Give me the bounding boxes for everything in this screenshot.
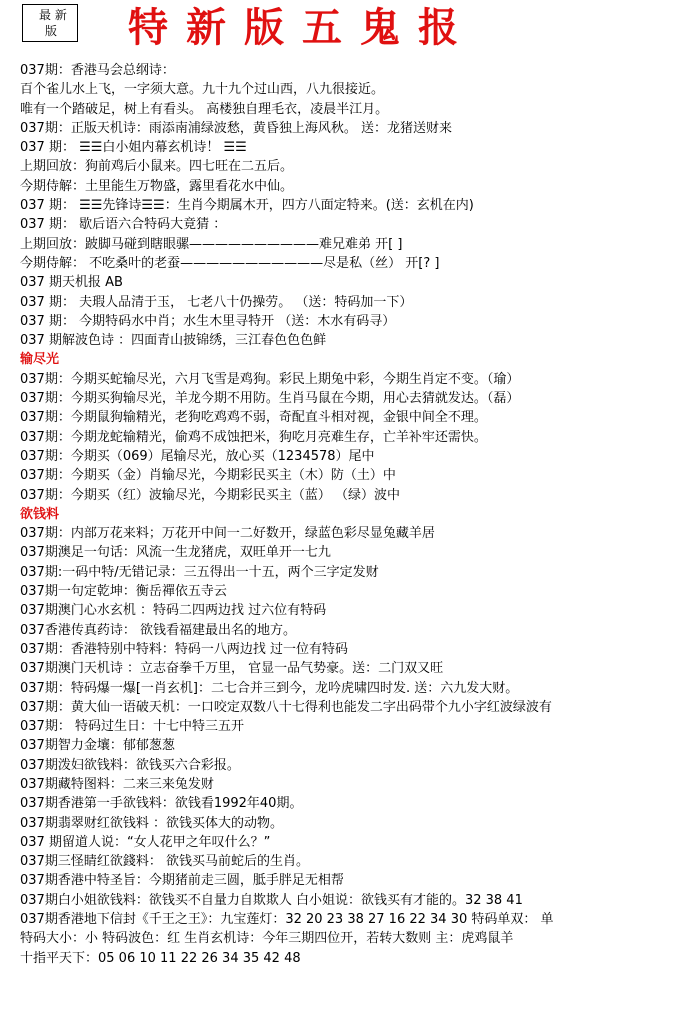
text-line: 特码大小：小 特码波色：红 生肖玄机诗：今年三期四位开，若转大数则 主：虎鸡鼠羊 — [20, 931, 514, 947]
text-line: 037期：内部万花来料；万花开中间一二好数开，绿蓝色彩尽显兔藏羊居 — [20, 526, 435, 542]
text-line: 037 期： 夫瑕人品清于玉， 七老八十仍操劳。 （送：特码加一下） — [20, 294, 413, 310]
badge-line-1: 最 新 — [39, 8, 67, 22]
text-line: 037 期天机报 AB — [20, 275, 123, 291]
text-line: 上期回放：跛脚马碰到瞎眼骡——————————难兄难弟 开[ ] — [20, 236, 403, 252]
text-line: 037期：今期买（红）波输尽光，今期彩民买主（蓝） （绿）波中 — [20, 487, 400, 503]
text-line: 037期：特码爆一爆[一肖玄机]：二七合并三到今，龙吟虎啸四时发. 送：六九发大财。 — [20, 680, 519, 696]
text-line: 037期翡翠财红欲钱料 ：欲钱买体大的动物。 — [20, 815, 283, 831]
text-line: 037期香港第一手欲钱料：欲钱看1992年40期。 — [20, 796, 303, 812]
text-line: 百个雀儿水上飞，一字须大意。九十九个过山西，八九很接近。 — [20, 82, 385, 98]
text-line: 037 期留道人说：“女人花甲之年叹什么？” — [20, 834, 271, 850]
text-line: 037期香港中特圣旨：今期猪前走三圆，胝手胖足无相帮 — [20, 873, 344, 889]
text-line: 唯有一个踏破足，树上有看头。 高楼独自理毛衣，凌晨半江月。 — [20, 101, 389, 117]
text-line: 037期：今期鼠狗输精光，老狗吃鸡鸡不弱，奇配直斗相对视，金银中间全不理。 — [20, 410, 487, 426]
page-title: 特新版五鬼报 — [128, 4, 476, 51]
text-line: 037期澳门心水玄机 ：特码二四两边找 过六位有特码 — [20, 603, 327, 619]
text-line: 037期:一码中特/无错记录：三五得出一十五，两个三字定发财 — [20, 564, 379, 580]
text-line: 037期澳门天机诗 ：立志奋拳千万里， 官显一品气势豪。送：二门双又旺 — [20, 661, 444, 677]
text-line: 037 期： ☰☰白小姐内幕玄机诗！ ☰☰ — [20, 140, 247, 156]
text-line: 037期三怪睛红欲錢料： 欲钱买马前蛇后的生肖。 — [20, 854, 309, 870]
text-line: 037期：今期买（金）肖输尽光，今期彩民买主（木）防（土）中 — [20, 468, 396, 484]
text-line: 037期一句定乾坤：衡岳禪依五寺云 — [20, 584, 227, 600]
text-line: 037 期： 歇后语六合特码大竟猜 ： — [20, 217, 227, 233]
badge-line-2: 版 — [45, 24, 58, 38]
text-line: 037期：今期买（069）尾输尽光，放心买（1234578）尾中 — [20, 448, 375, 464]
text-line: 037期：香港马会总纲诗： — [20, 63, 175, 78]
text-line: 037期智力金壤：郁郁葱葱 — [20, 738, 175, 754]
text-line: 037期藏特图料：二来三来兔发财 — [20, 776, 214, 792]
text-line: 037期：今期龙蛇输精光，偷鸡不成蚀把米，狗吃月亮难生存，亡羊补牢还需快。 — [20, 429, 487, 445]
text-line: 上期回放：狗前鸡后小鼠来。四七旺在二五后。 — [20, 159, 294, 175]
text-line: 037 期： ☰☰先锋诗☰☰：生肖今期属木开，四方八面定特来。(送：玄机在内) — [20, 198, 474, 214]
text-line: 037 期解波色诗 ：四面青山披锦绣，三江春色色色鲜 — [20, 333, 327, 349]
text-line: 今期侍解：土里能生万物盛，露里看花水中仙。 — [20, 178, 294, 194]
text-line: 037期：今期买蛇输尽光，六月飞雪是鸡狗。彩民上期兔中彩，今期生肖定不变。（瑜） — [20, 371, 520, 387]
section-heading: 输尽光 — [20, 352, 60, 368]
text-line: 037期澳足一句话：风流一生龙猪虎，双旺单开一七九 — [20, 545, 331, 561]
text-line: 037期泼妇欲钱料：欲钱买六合彩报。 — [20, 757, 240, 773]
text-line: 037期：今期买狗输尽光，羊龙今期不用防。生肖马鼠在今期，用心去猜就发达。（磊） — [20, 391, 520, 407]
text-line: 037期： 特码过生日：十七中特三五开 — [20, 719, 244, 735]
text-line: 037期：正版天机诗：雨添南浦绿波愁，黄昏独上海风秋。 送：龙猪送财来 — [20, 120, 452, 136]
edition-badge — [22, 4, 78, 42]
article-body — [20, 61, 674, 1001]
text-line: 037香港传真药诗： 欲钱看福建最出名的地方。 — [20, 622, 296, 638]
text-line: 037期：黄大仙一语破天机：一口咬定双数八十七得利也能发二字出码带个九小字红波绿波有 — [20, 699, 552, 715]
text-line: 037期香港地下信封《千王之王》：九宝莲灯：32 20 23 38 27 16 22 34 30 特码单双： 单 — [20, 912, 554, 928]
text-line: 037期：香港特别中特料：特码一八两边找 过一位有特码 — [20, 641, 348, 657]
text-line: 十指平天下：05 06 10 11 22 26 34 35 42 48 — [20, 950, 301, 966]
section-heading: 欲钱料 — [20, 506, 60, 522]
text-line: 037期白小姐欲钱料：欲钱买不自量力自欺欺人 白小姐说：欲钱买有才能的。32 38 41 — [20, 892, 523, 908]
text-line: 037 期： 今期特码水中肖；水生木里寻特开 （送：木水有码寻） — [20, 313, 396, 329]
text-line: 今期侍解： 不吃桑叶的老蚕———————————尽是私（丝） 开[? ] — [20, 255, 440, 271]
